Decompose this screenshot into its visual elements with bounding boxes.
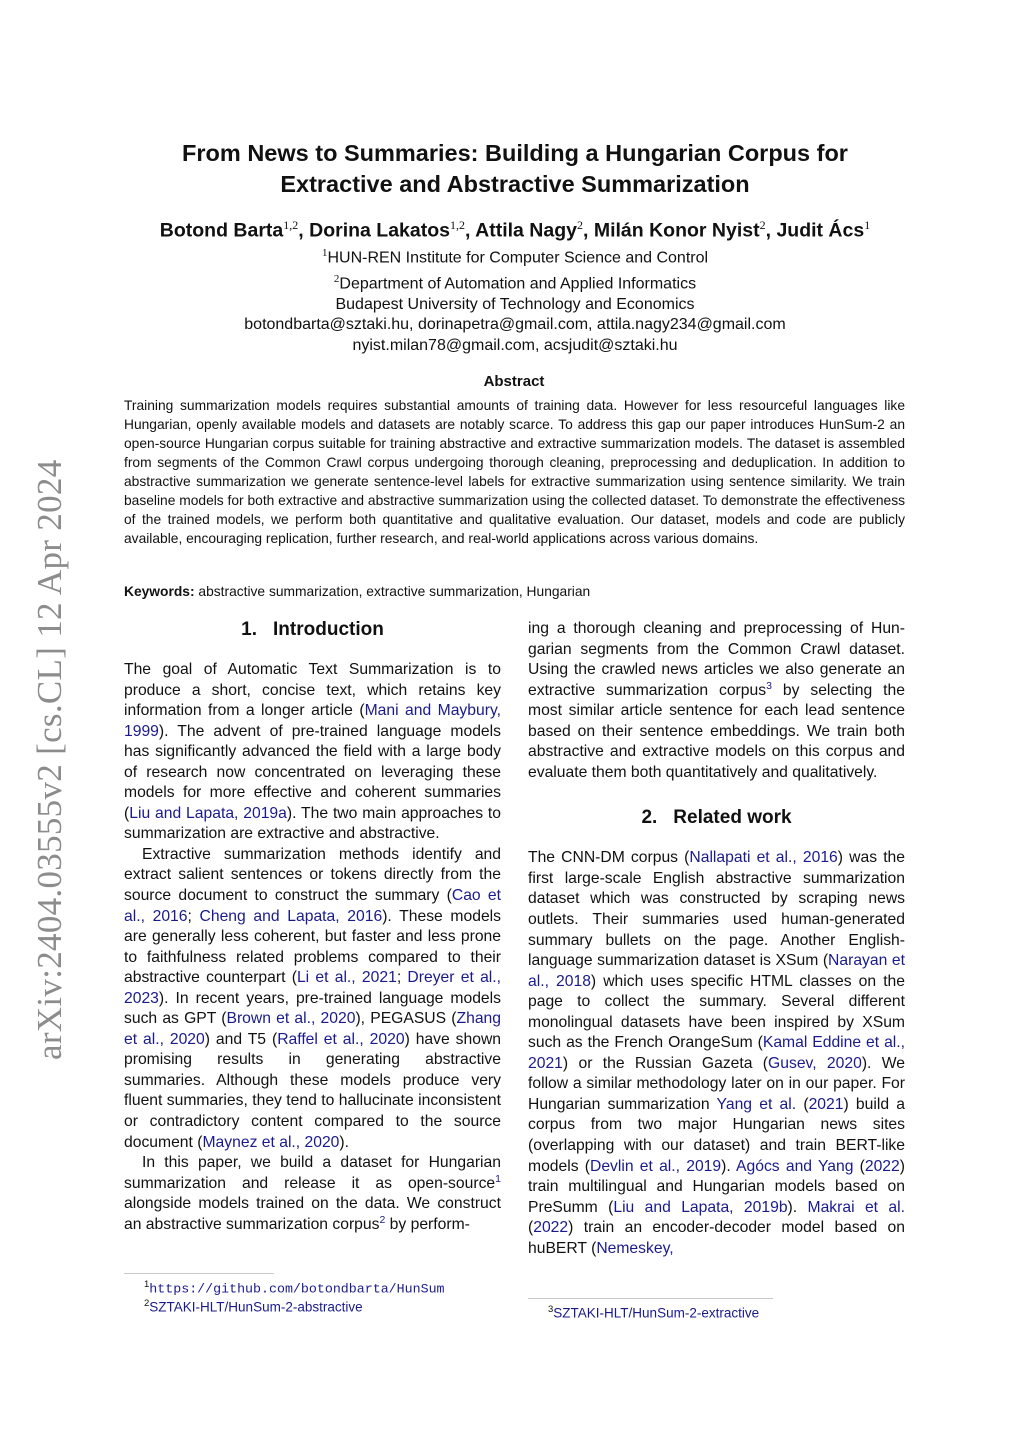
author-list bbox=[100, 218, 930, 243]
text-run: ) train multilingual and Hungarian models based on PreSumm ( bbox=[528, 1157, 905, 1216]
text-run: ). bbox=[721, 1157, 737, 1175]
author-affil-mark: 1 bbox=[864, 218, 871, 232]
author-affil-mark: 2 bbox=[576, 218, 583, 232]
section-number: 1. bbox=[241, 619, 258, 640]
footnote-number: 1 bbox=[144, 1279, 150, 1290]
text-run: ( bbox=[853, 1157, 865, 1175]
paper-title bbox=[120, 138, 910, 200]
footnote-link[interactable]: SZTAKI-HLT/HunSum-2-extractive bbox=[553, 1305, 760, 1321]
title-line-1: From News to Summaries: Building a Hungarian Corpus for bbox=[182, 140, 848, 166]
text-run: by selecting the most similar article sentence for each lead sentence based on their sentence embeddings. We train both abstractive and extractive models on this corpus and evaluate them both quantitatively and qualitatively. bbox=[528, 681, 905, 781]
author-name: Dorina Lakatos bbox=[309, 219, 450, 242]
text-run: ). bbox=[339, 1133, 349, 1151]
text-run: ) was the first large-scale English abstractive summarization dataset which was constructed by scraping news outlets. Their summaries used human-generated summary bullets on the page. Another English-language summarization dataset is XSum ( bbox=[528, 849, 905, 970]
section-number: 2. bbox=[641, 807, 658, 829]
right-column bbox=[528, 619, 905, 1259]
affil-mark: 1 bbox=[321, 247, 328, 259]
text-run: ) build a corpus from two major Hungarian news sites (overlapping with our dataset) and train BERT-like models ( bbox=[528, 1095, 905, 1175]
citation-link[interactable]: Kamal Eddine et al., 2021 bbox=[528, 1034, 906, 1072]
author-affil-mark: 2 bbox=[759, 218, 766, 232]
text-run: ( bbox=[528, 1219, 534, 1237]
footnote-mark[interactable]: 1 bbox=[495, 1172, 501, 1185]
text-run: Extractive summarization methods identify and extract salient sentences or tokens directly from the source document to construct the summary ( bbox=[124, 845, 501, 905]
affiliations bbox=[160, 243, 870, 357]
citation-link[interactable]: Brown et al., 2020 bbox=[226, 1010, 356, 1028]
footnote-1 bbox=[144, 1279, 445, 1297]
affiliation-3: Budapest University of Technology and Economics bbox=[335, 295, 695, 313]
author-separator: , bbox=[298, 219, 310, 242]
left-column bbox=[124, 619, 501, 1235]
citation-link[interactable]: Dreyer et al., 2023 bbox=[124, 969, 501, 1007]
text-run: ). We follow a similar methodology later on in our paper. For Hungarian summarization bbox=[528, 1054, 905, 1113]
section-title: Introduction bbox=[273, 619, 384, 640]
text-run: ) have shown promising results in generating abstractive summaries. Although these models produce very fluent summaries, they tend to hallucinate inconsistent or contradictory content compared to the source document ( bbox=[124, 1030, 501, 1151]
text-run: ), PEGASUS ( bbox=[355, 1010, 457, 1028]
text-run: ; bbox=[187, 907, 200, 925]
text-run: ). bbox=[787, 1198, 808, 1216]
text-run: by perform- bbox=[385, 1215, 470, 1233]
text-run: ). In recent years, pre-trained language models such as GPT ( bbox=[124, 989, 501, 1028]
citation-link[interactable]: Zhang et al., 2020 bbox=[124, 1010, 501, 1048]
footnote-number: 3 bbox=[548, 1304, 554, 1315]
keywords bbox=[124, 584, 905, 599]
citation-link[interactable]: Nallapati et al., 2016 bbox=[689, 849, 838, 867]
author-affil-mark: 1,2 bbox=[450, 218, 465, 232]
text-run: The CNN-DM corpus ( bbox=[528, 849, 690, 867]
citation-link[interactable]: Mani and Maybury, 1999 bbox=[124, 702, 501, 740]
citation-link[interactable]: 2021 bbox=[808, 1095, 844, 1113]
author-separator: , bbox=[465, 219, 476, 242]
citation-link[interactable]: Makrai et al. bbox=[807, 1198, 905, 1216]
citation-link[interactable]: Cao et al., 2016 bbox=[124, 887, 501, 925]
text-run: In this paper, we build a dataset for Hungarian summarization and release it as open-source bbox=[124, 1154, 501, 1192]
intro-paragraph-3-start bbox=[124, 1153, 501, 1235]
intro-paragraph-2 bbox=[124, 845, 501, 1153]
citation-link[interactable]: Liu and Lapata, 2019b bbox=[613, 1198, 788, 1216]
citation-link[interactable]: Liu and Lapata, 2019a bbox=[129, 804, 287, 822]
section-related-work-heading bbox=[528, 807, 905, 829]
text-run: ) train an encoder-decoder model based on huBERT ( bbox=[528, 1219, 905, 1257]
intro-paragraph-1 bbox=[124, 660, 501, 845]
text-run: ( bbox=[796, 1095, 809, 1113]
affiliation-text: Department of Automation and Applied Informatics bbox=[339, 275, 697, 293]
section-title: Related work bbox=[673, 807, 792, 829]
abstract-heading: Abstract bbox=[483, 373, 545, 390]
affiliation-text: HUN-REN Institute for Computer Science and Control bbox=[327, 249, 709, 267]
affil-mark: 2 bbox=[333, 272, 340, 285]
footnote-mark[interactable]: 2 bbox=[379, 1213, 386, 1226]
arxiv-identifier-stamp: arXiv:2404.03555v2 [cs.CL] 12 Apr 2024 bbox=[30, 459, 69, 1060]
affiliation-1 bbox=[160, 243, 870, 269]
author-name: Attila Nagy bbox=[475, 219, 577, 242]
citation-link[interactable]: Nemeskey, bbox=[596, 1239, 674, 1257]
citation-link[interactable]: Li et al., 2021 bbox=[296, 969, 397, 987]
author-emails-2: nyist.milan78@gmail.com, acsjudit@sztaki.hu bbox=[352, 337, 678, 355]
citation-link[interactable]: Devlin et al., 2019 bbox=[590, 1157, 722, 1175]
citation-link[interactable]: 2022 bbox=[864, 1157, 900, 1175]
citation-link[interactable]: Gusev, 2020 bbox=[768, 1054, 862, 1072]
footnote-2 bbox=[144, 1298, 363, 1315]
section-introduction-heading bbox=[124, 619, 501, 641]
footnote-number: 2 bbox=[144, 1298, 150, 1309]
author-emails-1: botondbarta@sztaki.hu, dorinapetra@gmail.com, attila.nagy234@gmail.com bbox=[244, 316, 786, 334]
text-run: alongside models trained on the data. We construct an abstractive summarization corpus bbox=[124, 1195, 501, 1233]
text-run: ). These models are generally less coherent, but faster and less prone to faithfulness related problems compared to their abstractive counterpart ( bbox=[124, 907, 501, 987]
author-affil-mark: 1,2 bbox=[283, 218, 299, 232]
footnote-rule bbox=[528, 1298, 773, 1299]
citation-link[interactable]: Maynez et al., 2020 bbox=[202, 1133, 340, 1151]
keywords-text: abstractive summarization, extractive summarization, Hungarian bbox=[198, 584, 591, 599]
citation-link[interactable]: Narayan et al., 2018 bbox=[528, 952, 905, 990]
intro-paragraph-3-continued bbox=[528, 619, 905, 783]
author-separator: , bbox=[582, 219, 594, 242]
author-separator: , bbox=[765, 219, 777, 242]
abstract-text: Training summarization models requires substantial amounts of training data. However for less resourceful languages like Hungarian, openly available models and datasets are notably scarce. To address this gap our paper introduces HunSum-2 an open-source Hungarian corpus suitable for training abstractive and extractive summarization models. The dataset is assembled from segments of the Common Crawl corpus undergoing thorough cleaning, preprocessing and deduplication. In addition to abstractive summarization we generate sentence-level labels for extractive summarization using sentence similarity. We train baseline models for both extractive and abstractive summarization using the collected dataset. To demonstrate the effectiveness of the trained models, we perform both quantitative and qualitative evaluation. Our dataset, models and code are publicly available, encouraging replication, further research, and real-world applications across various domains. bbox=[124, 398, 905, 546]
affiliation-2 bbox=[160, 269, 870, 295]
footnote-url-link[interactable]: https://github.com/botondbarta/HunSum bbox=[149, 1281, 445, 1297]
text-run: ) and T5 ( bbox=[204, 1030, 278, 1048]
citation-link[interactable]: 2022 bbox=[533, 1219, 569, 1237]
citation-link[interactable]: Agócs and Yang bbox=[736, 1157, 854, 1175]
related-paragraph-1 bbox=[528, 848, 905, 1259]
keywords-label: Keywords: bbox=[124, 584, 195, 599]
text-run: ) which uses specific HTML classes on the page to collect the summary. Several different monolingual datasets have been inspired by XSum such as the French OrangeSum ( bbox=[528, 972, 905, 1052]
citation-link[interactable]: Raffel et al., 2020 bbox=[277, 1030, 405, 1048]
text-run: ing a thorough cleaning and preprocessing of Hungarian segments from the Common Crawl dataset. Using the crawled news articles we also generate an extractive summarization corpus bbox=[528, 620, 905, 699]
author-name: Botond Barta bbox=[159, 219, 284, 242]
footnote-link[interactable]: SZTAKI-HLT/HunSum-2-abstractive bbox=[149, 1299, 363, 1315]
title-line-2: Extractive and Abstractive Summarization bbox=[280, 171, 750, 197]
citation-link[interactable]: Yang et al. bbox=[716, 1095, 797, 1113]
author-name: Milán Konor Nyist bbox=[593, 219, 760, 242]
footnote-3 bbox=[548, 1304, 759, 1321]
text-run: ; bbox=[396, 969, 408, 987]
text-run: ). The advent of pre-trained language models has significantly advanced the field with a large body of research now concentrated on leveraging these models for more effective and coherent summaries ( bbox=[124, 722, 501, 822]
footnote-rule bbox=[124, 1273, 274, 1274]
text-run: The goal of Automatic Text Summarization is to produce a short, concise text, which retains key information from a longer article ( bbox=[124, 661, 501, 720]
text-run: ). The two main approaches to summarization are extractive and abstractive. bbox=[124, 804, 501, 843]
footnote-mark[interactable]: 3 bbox=[766, 679, 772, 692]
author-name: Judit Ács bbox=[776, 219, 865, 242]
citation-link[interactable]: Cheng and Lapata, 2016 bbox=[199, 907, 383, 925]
text-run: ) or the Russian Gazeta ( bbox=[562, 1054, 769, 1072]
